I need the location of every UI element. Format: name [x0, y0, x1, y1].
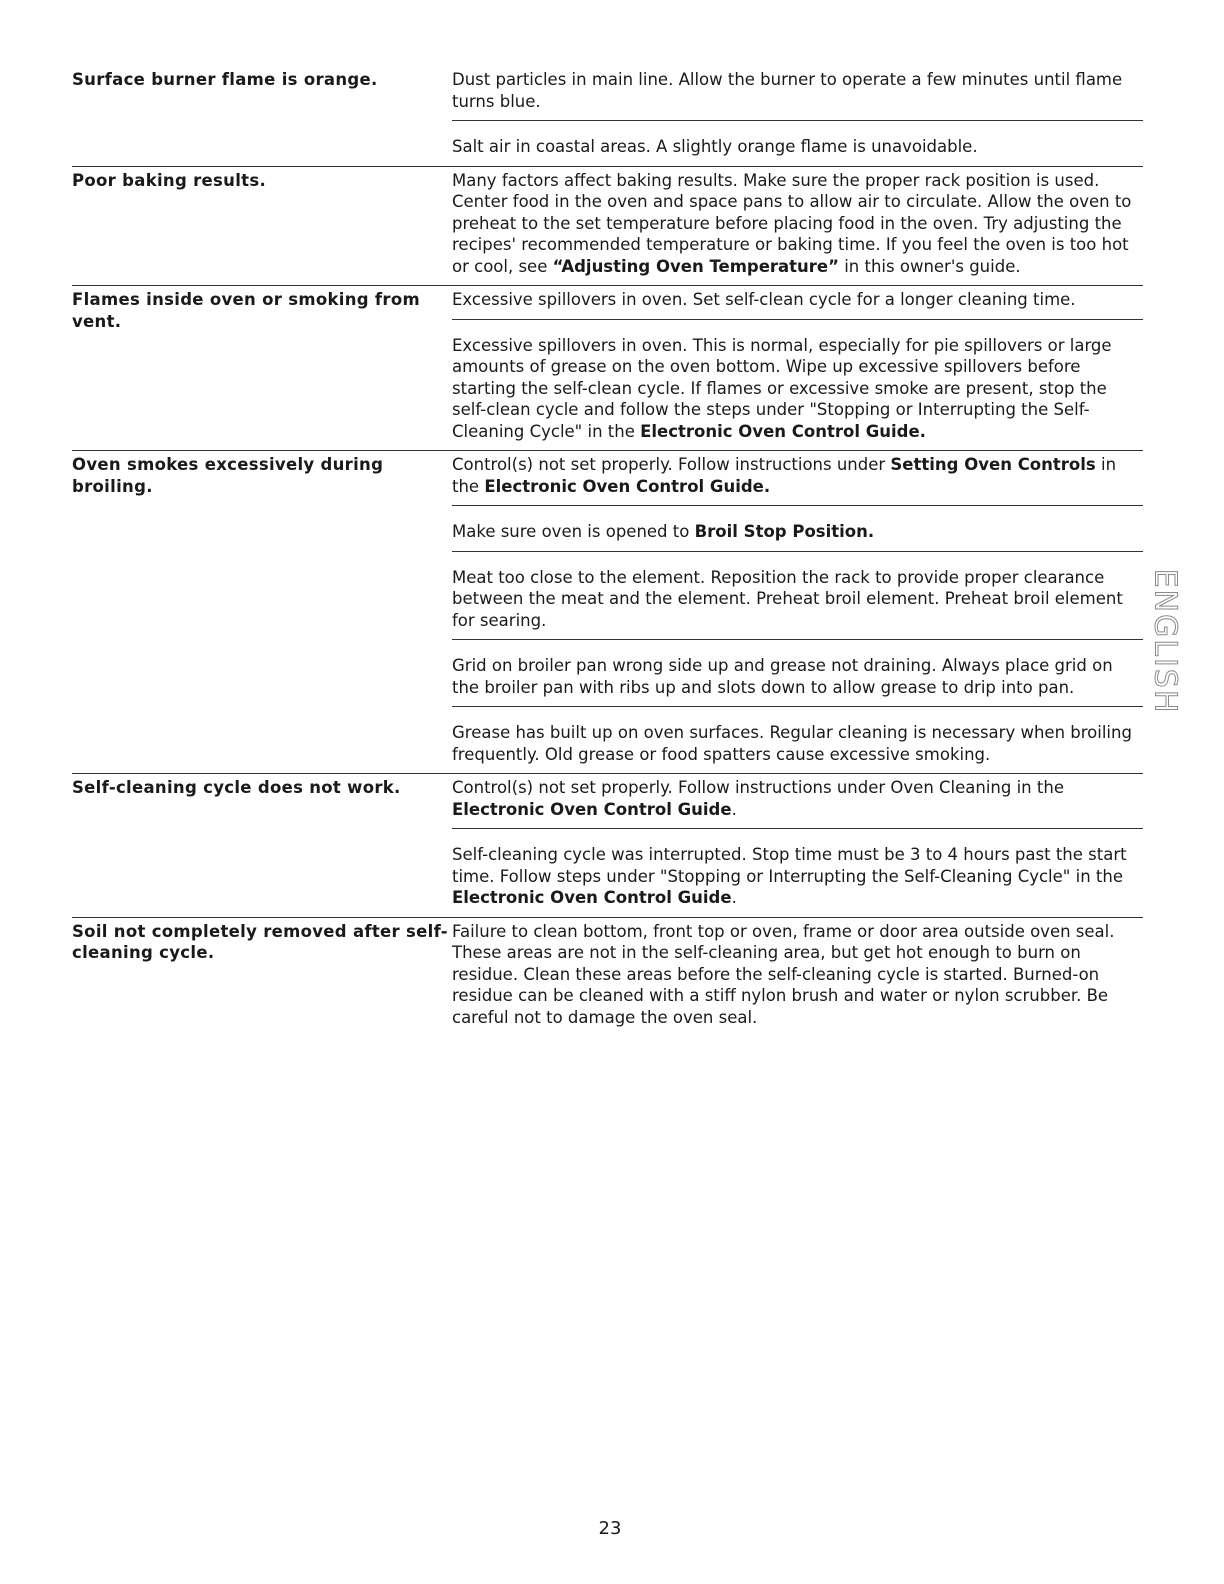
- table-row: [72, 167, 1143, 287]
- cause-item: Grease has built up on oven surfaces. Regular cleaning is necessary when broiling frequently. Old grease or food spatters cause excessive smoking.: [452, 723, 1132, 764]
- guide-reference: “Adjusting Oven Temperature”: [552, 256, 839, 276]
- problem-label: Self-cleaning cycle does not work.: [72, 778, 401, 797]
- cause-list: [452, 167, 1143, 286]
- language-label: ENGLISH: [1147, 568, 1183, 714]
- cause-list: [452, 286, 1143, 450]
- troubleshooting-table: [72, 66, 1143, 1036]
- section-reference: Broil Stop Position.: [694, 522, 875, 541]
- table-row: [72, 451, 1143, 774]
- guide-reference: Electronic Oven Control Guide.: [484, 476, 771, 496]
- guide-reference: Electronic Oven Control Guide: [452, 799, 732, 819]
- cause-item: Meat too close to the element. Reposition the rack to provide proper clearance between the meat and the element. Preheat broil element. Preheat broil element for searing.: [452, 564, 1143, 641]
- cause-item: Excessive spillovers in oven. This is normal, especially for pie spillovers or large amounts of grease on the oven bottom. Wipe up excessive spillovers before starting the self-clean cycle. If flames or excessive smoke are present, stop the self-clean cycle and follow the steps under "Stopping or Interrupting the Self-Cleaning Cycle" in the Electronic Oven Control Guide.: [452, 335, 1112, 441]
- table-row: [72, 918, 1143, 1037]
- table-row: [72, 286, 1143, 451]
- problem-label: Soil not completely removed after self-cleaning cycle.: [72, 921, 448, 962]
- table-row: [72, 66, 1143, 167]
- cause-item: Salt air in coastal areas. A slightly orange flame is unavoidable.: [452, 137, 978, 156]
- cause-item: Many factors affect baking results. Make sure the proper rack position is used. Center food in the oven and space pans to allow air to circulate. Allow the oven to preheat to the set temperature before placing food in the oven. Try adjusting the recipes' recommended temperature or baking time. If you feel the oven is too hot or cool, see “Adjusting Oven Temperature” in this owner's guide.: [452, 170, 1132, 276]
- cause-list: [452, 918, 1143, 1037]
- guide-reference: Electronic Oven Control Guide: [452, 888, 732, 907]
- problem-label: Oven smokes excessively during broiling.: [72, 455, 384, 496]
- guide-reference: Electronic Oven Control Guide.: [640, 421, 926, 441]
- table-row: [72, 774, 1143, 918]
- cause-item: Excessive spillovers in oven. Set self-clean cycle for a longer cleaning time.: [452, 286, 1143, 320]
- cause-item: Dust particles in main line. Allow the burner to operate a few minutes until flame turns blue.: [452, 66, 1143, 121]
- page-number: 23: [598, 1518, 622, 1539]
- problem-label: Surface burner flame is orange.: [72, 70, 378, 89]
- problem-label: Poor baking results.: [72, 170, 267, 190]
- cause-list: [452, 774, 1143, 917]
- cause-item: Grid on broiler pan wrong side up and grease not draining. Always place grid on the broiler pan with ribs up and slots down to allow grease to drip into pan.: [452, 652, 1143, 707]
- section-reference: Setting Oven Controls: [890, 455, 1096, 474]
- language-side-tab: [1147, 568, 1183, 714]
- problem-label: Flames inside oven or smoking from vent.: [72, 290, 420, 331]
- cause-list: [452, 66, 1143, 166]
- cause-item: Make sure oven is opened to Broil Stop Position.: [452, 518, 1143, 552]
- cause-item: Failure to clean bottom, front top or oven, frame or door area outside oven seal. These areas are not in the self-cleaning area, but get hot enough to burn on residue. Clean these areas before the self-cleaning cycle is started. Burned-on residue can be cleaned with a stiff nylon brush and water or nylon scrubber. Be careful not to damage the oven seal.: [452, 921, 1115, 1027]
- cause-item: Control(s) not set properly. Follow instructions under Setting Oven Controls in the Electronic Oven Control Guide.: [452, 451, 1143, 506]
- cause-list: [452, 451, 1143, 773]
- cause-item: Self-cleaning cycle was interrupted. Stop time must be 3 to 4 hours past the start time. Follow steps under "Stopping or Interrupting the Self-Cleaning Cycle" in the Electronic Oven Control Guide.: [452, 845, 1127, 907]
- cause-item: Control(s) not set properly. Follow instructions under Oven Cleaning in the Electronic Oven Control Guide.: [452, 774, 1143, 829]
